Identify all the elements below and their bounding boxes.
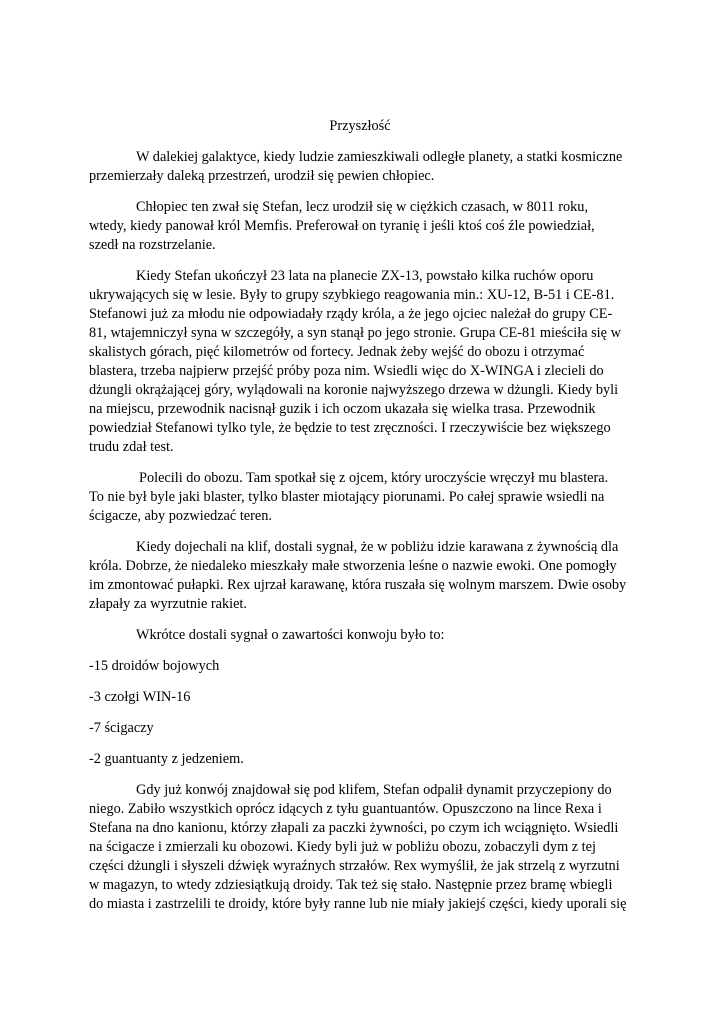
text-line: ukrywających się w lesie. Były to grupy szybkiego reagowania min.: XU-12, B-51 i CE-81. [89,287,615,303]
text-line: złapały za wyrzutnie rakiet. [89,596,247,612]
text-line: Kiedy Stefan ukończył 23 lata na planecie ZX-13, powstało kilka ruchów oporu [136,268,594,284]
paragraph-6 [89,626,637,645]
list-item: -7 ścigaczy [89,720,154,736]
text-line: Wkrótce dostali sygnał o zawartości konwoju było to: [136,627,445,643]
list-item: -15 droidów bojowych [89,658,220,674]
paragraph-5 [89,538,637,614]
text-line: szedł na rozstrzelanie. [89,237,216,253]
text-line: ścigacze, aby pozwiedzać teren. [89,508,272,524]
text-line: części dżungli i słyszeli dźwięk wyraźnych strzałów. Rex wymyślił, że jak strzelą z wyrzutni [89,858,620,874]
text-line: trudu zdał test. [89,439,174,455]
list-item: -2 guantuanty z jedzeniem. [89,751,244,767]
paragraph-7 [89,781,637,914]
text-line: Kiedy dojechali na klif, dostali sygnał, że w pobliżu idzie karawana z żywnością dla [136,539,619,555]
paragraph-1 [89,148,637,186]
text-line: przemierzały daleką przestrzeń, urodził się pewien chłopiec. [89,168,435,184]
text-line: w magazyn, to wtedy zdziesiątkują droidy. Tak też się stało. Następnie przez bramę wbiegli [89,877,613,893]
text-line: króla. Dobrze, że niedaleko mieszkały małe stworzenia leśne o nazwie ewoki. One pomogły [89,558,617,574]
text-line: powiedział Stefanowi tylko tyle, że będzie to test zręczności. I rzeczywiście bez większego [89,420,611,436]
text-line: do miasta i zastrzelili te droidy, które były ranne lub nie miały jakiejś części, kiedy uporali się [89,896,627,912]
text-line: dżungli okrążającej góry, wylądowali na koronie najwyższego drzewa w dżungli. Kiedy byli [89,382,619,398]
document-body [89,117,637,926]
text-line: na ścigacze i zmierzali ku obozowi. Kiedy byli już w pobliżu obozu, zobaczyli dym z tej [89,839,596,855]
paragraph-2 [89,198,637,255]
document-title: Przyszłość [329,118,391,134]
text-line: Stefanowi już za młodu nie odpowiadały rządy króla, a że jego ojciec należał do grupy CE- [89,306,613,322]
text-line: 81, wtajemniczył syna w szczegóły, a syn stanął po jego stronie. Grupa CE-81 mieściła się w [89,325,621,341]
text-line: na miejscu, przewodnik nacisnął guzik i ich oczom ukazała się wielka trasa. Przewodnik [89,401,596,417]
text-line: im zmontować pułapki. Rex ujrzał karawanę, która ruszała się wolnym marszem. Dwie osoby [89,577,627,593]
text-line: niego. Zabiło wszystkich oprócz idących z tyłu guantuantów. Opuszczono na lince Rexa i [89,801,602,817]
text-line: To nie był byle jaki blaster, tylko blaster miotający piorunami. Po całej sprawie wsiedli na [89,489,605,505]
text-line: Chłopiec ten zwał się Stefan, lecz urodził się w ciężkich czasach, w 8011 roku, [136,199,589,215]
text-line: W dalekiej galaktyce, kiedy ludzie zamieszkiwali odległe planety, a statki kosmiczne [136,149,623,165]
paragraph-4 [89,469,637,526]
text-line: blastera, trzeba najpierw przejść próby poza nim. Wsiedli więc do X-WINGA i zlecieli do [89,363,604,379]
list-item: -3 czołgi WIN-16 [89,689,191,705]
text-line: skalistych górach, pięć kilometrów od fortecy. Jednak żeby wejść do obozu i otrzymać [89,344,585,360]
text-line: Gdy już konwój znajdował się pod klifem, Stefan odpalił dynamit przyczepiony do [136,782,612,798]
paragraph-3 [89,267,637,457]
text-line: wtedy, kiedy panował król Memfis. Preferował on tyranię i jeśli ktoś coś źle powiedział, [89,218,595,234]
text-line: Stefana na dno kanionu, którzy złapali za paczki żywności, po czym ich wciągnięto. Wsiedli [89,820,619,836]
text-line: Polecili do obozu. Tam spotkał się z ojcem, który uroczyście wręczył mu blastera. [139,470,609,486]
